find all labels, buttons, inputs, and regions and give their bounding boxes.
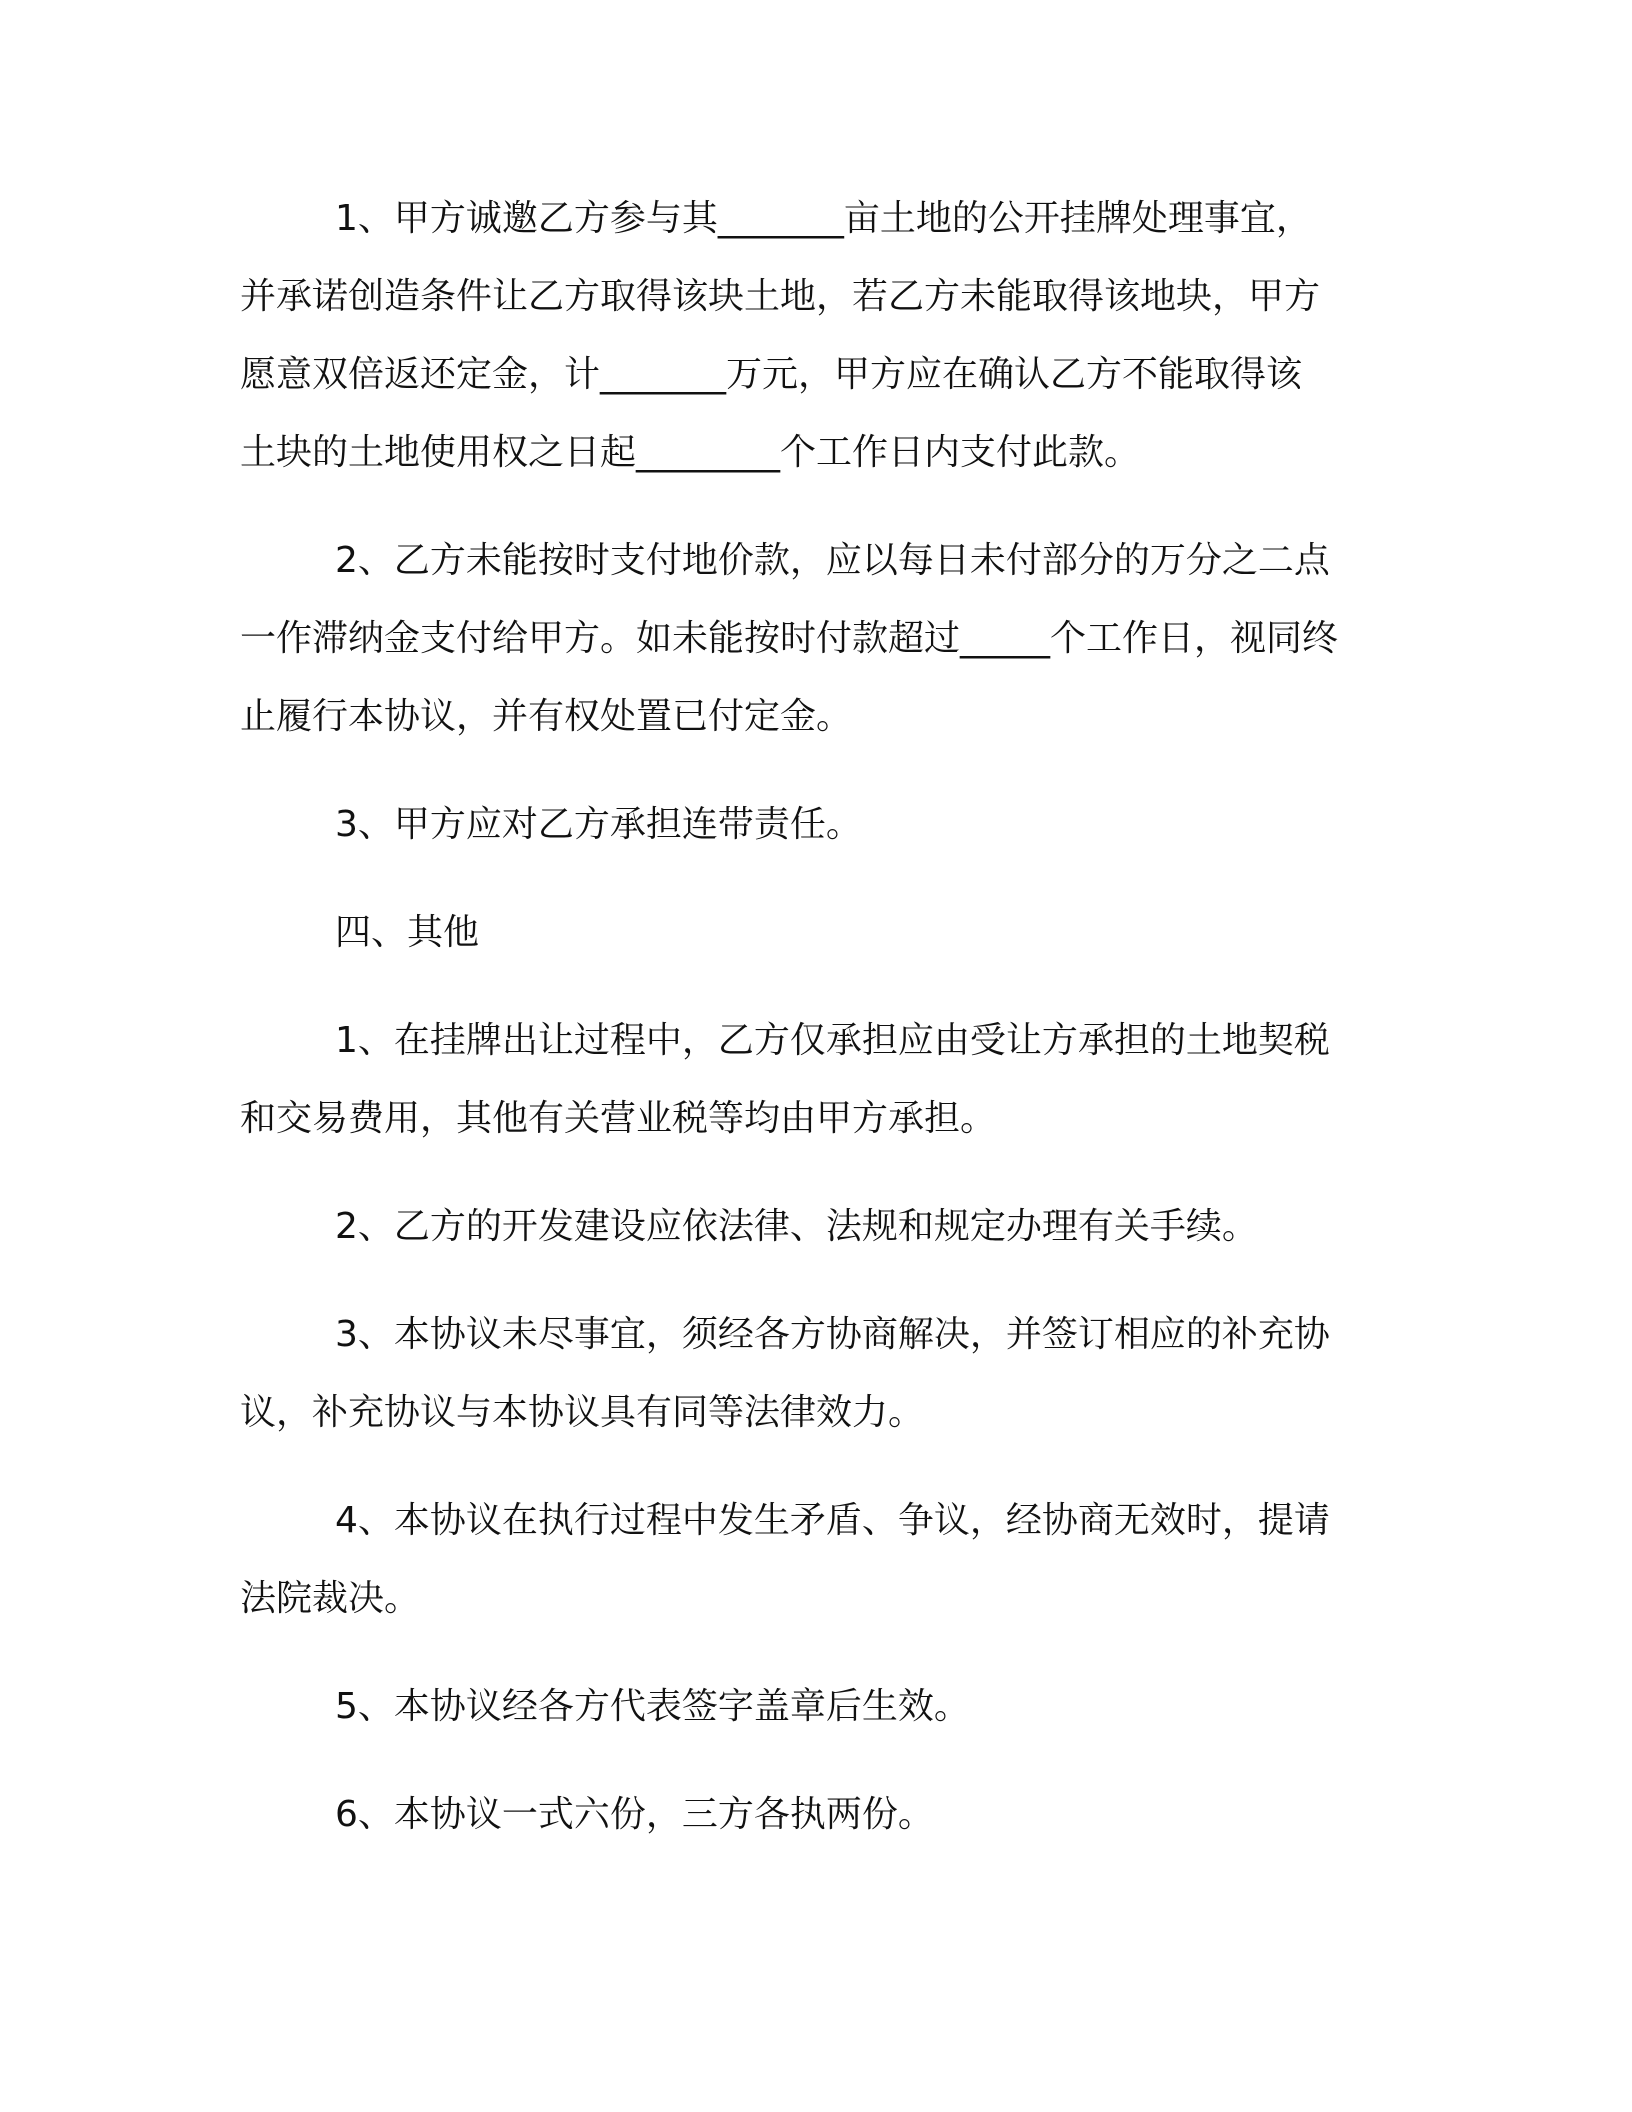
text-line: 6、本协议一式六份，三方各执两份。 — [335, 1794, 934, 1835]
text-line: 土块的土地使用权之日起________个工作日内支付此款。 — [240, 432, 1141, 473]
text-line: 3、甲方应对乙方承担连带责任。 — [335, 804, 862, 845]
clause-4-3 — [240, 1296, 1400, 1452]
section-heading-other — [240, 894, 1400, 972]
text-line: 3、本协议未尽事宜，须经各方协商解决，并签订相应的补充协 — [335, 1314, 1330, 1355]
text-line: 愿意双倍返还定金，计_______万元，甲方应在确认乙方不能取得该 — [240, 354, 1303, 395]
text-line: 法院裁决。 — [240, 1578, 421, 1619]
clause-3-3 — [240, 786, 1400, 864]
text-line: 议，补充协议与本协议具有同等法律效力。 — [240, 1392, 925, 1433]
clause-4-4 — [240, 1482, 1400, 1638]
text-line: 2、乙方的开发建设应依法律、法规和规定办理有关手续。 — [335, 1206, 1258, 1247]
text-line: 并承诺创造条件让乙方取得该块土地，若乙方未能取得该地块，甲方 — [240, 276, 1321, 317]
section-heading: 四、其他 — [335, 912, 480, 953]
clause-4-1 — [240, 1002, 1400, 1158]
clause-3-1 — [240, 180, 1400, 492]
clause-4-6 — [240, 1776, 1400, 1854]
text-line: 一作滞纳金支付给甲方。如未能按时付款超过_____个工作日，视同终 — [240, 618, 1339, 659]
text-line: 2、乙方未能按时支付地价款，应以每日未付部分的万分之二点 — [335, 540, 1330, 581]
text-line: 1、甲方诚邀乙方参与其_______亩土地的公开挂牌处理事宜， — [335, 198, 1312, 239]
text-line: 1、在挂牌出让过程中，乙方仅承担应由受让方承担的土地契税 — [335, 1020, 1330, 1061]
clause-3-2 — [240, 522, 1400, 756]
clause-4-2 — [240, 1188, 1400, 1266]
text-line: 5、本协议经各方代表签字盖章后生效。 — [335, 1686, 970, 1727]
text-line: 和交易费用，其他有关营业税等均由甲方承担。 — [240, 1098, 997, 1139]
text-line: 止履行本协议，并有权处置已付定金。 — [240, 696, 853, 737]
document-body — [240, 180, 1400, 1884]
text-line: 4、本协议在执行过程中发生矛盾、争议，经协商无效时，提请 — [335, 1500, 1330, 1541]
clause-4-5 — [240, 1668, 1400, 1746]
